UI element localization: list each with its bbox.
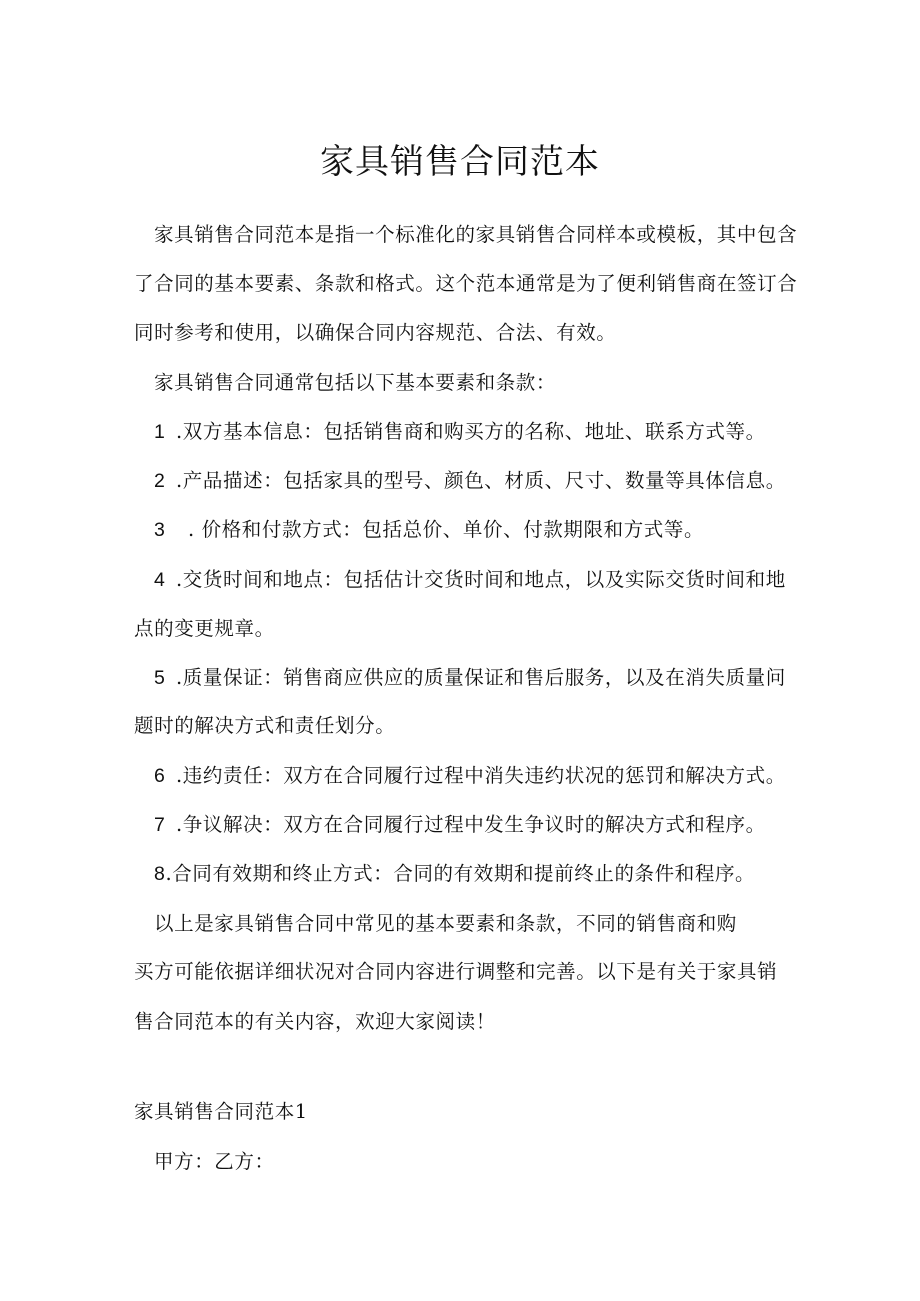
list-item-text: .争议解决：双方在合同履行过程中发生争议时的解决方式和程序。 xyxy=(176,813,766,836)
closing-line-1: 以上是家具销售合同中常见的基本要素和条款，不同的销售商和购 xyxy=(154,912,737,935)
section-heading: 家具销售合同范本1 xyxy=(134,1100,308,1123)
list-item-number: 3 xyxy=(154,519,166,541)
list-item-number: 7 xyxy=(154,814,166,836)
list-item-number: 1 xyxy=(154,421,166,443)
list-item-text: . 价格和付款方式：包括总价、单价、付款期限和方式等。 xyxy=(188,518,705,541)
list-item-text: .质量保证：销售商应供应的质量保证和售后服务，以及在消失质量问 xyxy=(176,666,786,689)
intro-line-3: 同时参考和使用，以确保合同内容规范、合法、有效。 xyxy=(134,321,617,344)
list-item xyxy=(154,760,786,792)
list-item xyxy=(154,416,766,448)
list-item xyxy=(154,564,786,596)
list-item xyxy=(154,809,766,841)
list-item-text: .双方基本信息：包括销售商和购买方的名称、地址、联系方式等。 xyxy=(176,420,766,443)
list-item xyxy=(154,465,786,497)
list-item-number: 2 xyxy=(154,470,166,492)
list-item-continuation: 题时的解决方式和责任划分。 xyxy=(134,714,396,737)
intro-line-1: 家具销售合同范本是指一个标准化的家具销售合同样本或模板，其中包含 xyxy=(154,223,798,246)
list-item xyxy=(154,662,786,694)
intro-line-2: 了合同的基本要素、条款和格式。这个范本通常是为了便利销售商在签订合 xyxy=(134,272,798,295)
list-item-text: .违约责任：双方在合同履行过程中消失违约状况的惩罚和解决方式。 xyxy=(176,764,786,787)
list-item-number: 6 xyxy=(154,765,166,787)
closing-line-3: 售合同范本的有关内容，欢迎大家阅读！ xyxy=(134,1010,496,1033)
list-item xyxy=(154,858,755,890)
list-intro: 家具销售合同通常包括以下基本要素和条款： xyxy=(154,371,557,394)
closing-line-2: 买方可能依据详细状况对合同内容进行调整和完善。以下是有关于家具销 xyxy=(134,960,778,983)
parties-line: 甲方：乙方： xyxy=(154,1150,275,1173)
list-item xyxy=(154,514,704,546)
list-item-text: .交货时间和地点：包括估计交货时间和地点，以及实际交货时间和地 xyxy=(176,568,786,591)
list-item-number: 5 xyxy=(154,667,166,689)
list-item-number: 4 xyxy=(154,569,166,591)
list-item-number: 8 xyxy=(154,863,166,885)
list-item-text: .产品描述：包括家具的型号、颜色、材质、尺寸、数量等具体信息。 xyxy=(176,469,786,492)
page-title: 家具销售合同范本 xyxy=(320,142,600,182)
list-item-continuation: 点的变更规章。 xyxy=(134,617,275,640)
list-item-text: .合同有效期和终止方式：合同的有效期和提前终止的条件和程序。 xyxy=(165,862,756,885)
